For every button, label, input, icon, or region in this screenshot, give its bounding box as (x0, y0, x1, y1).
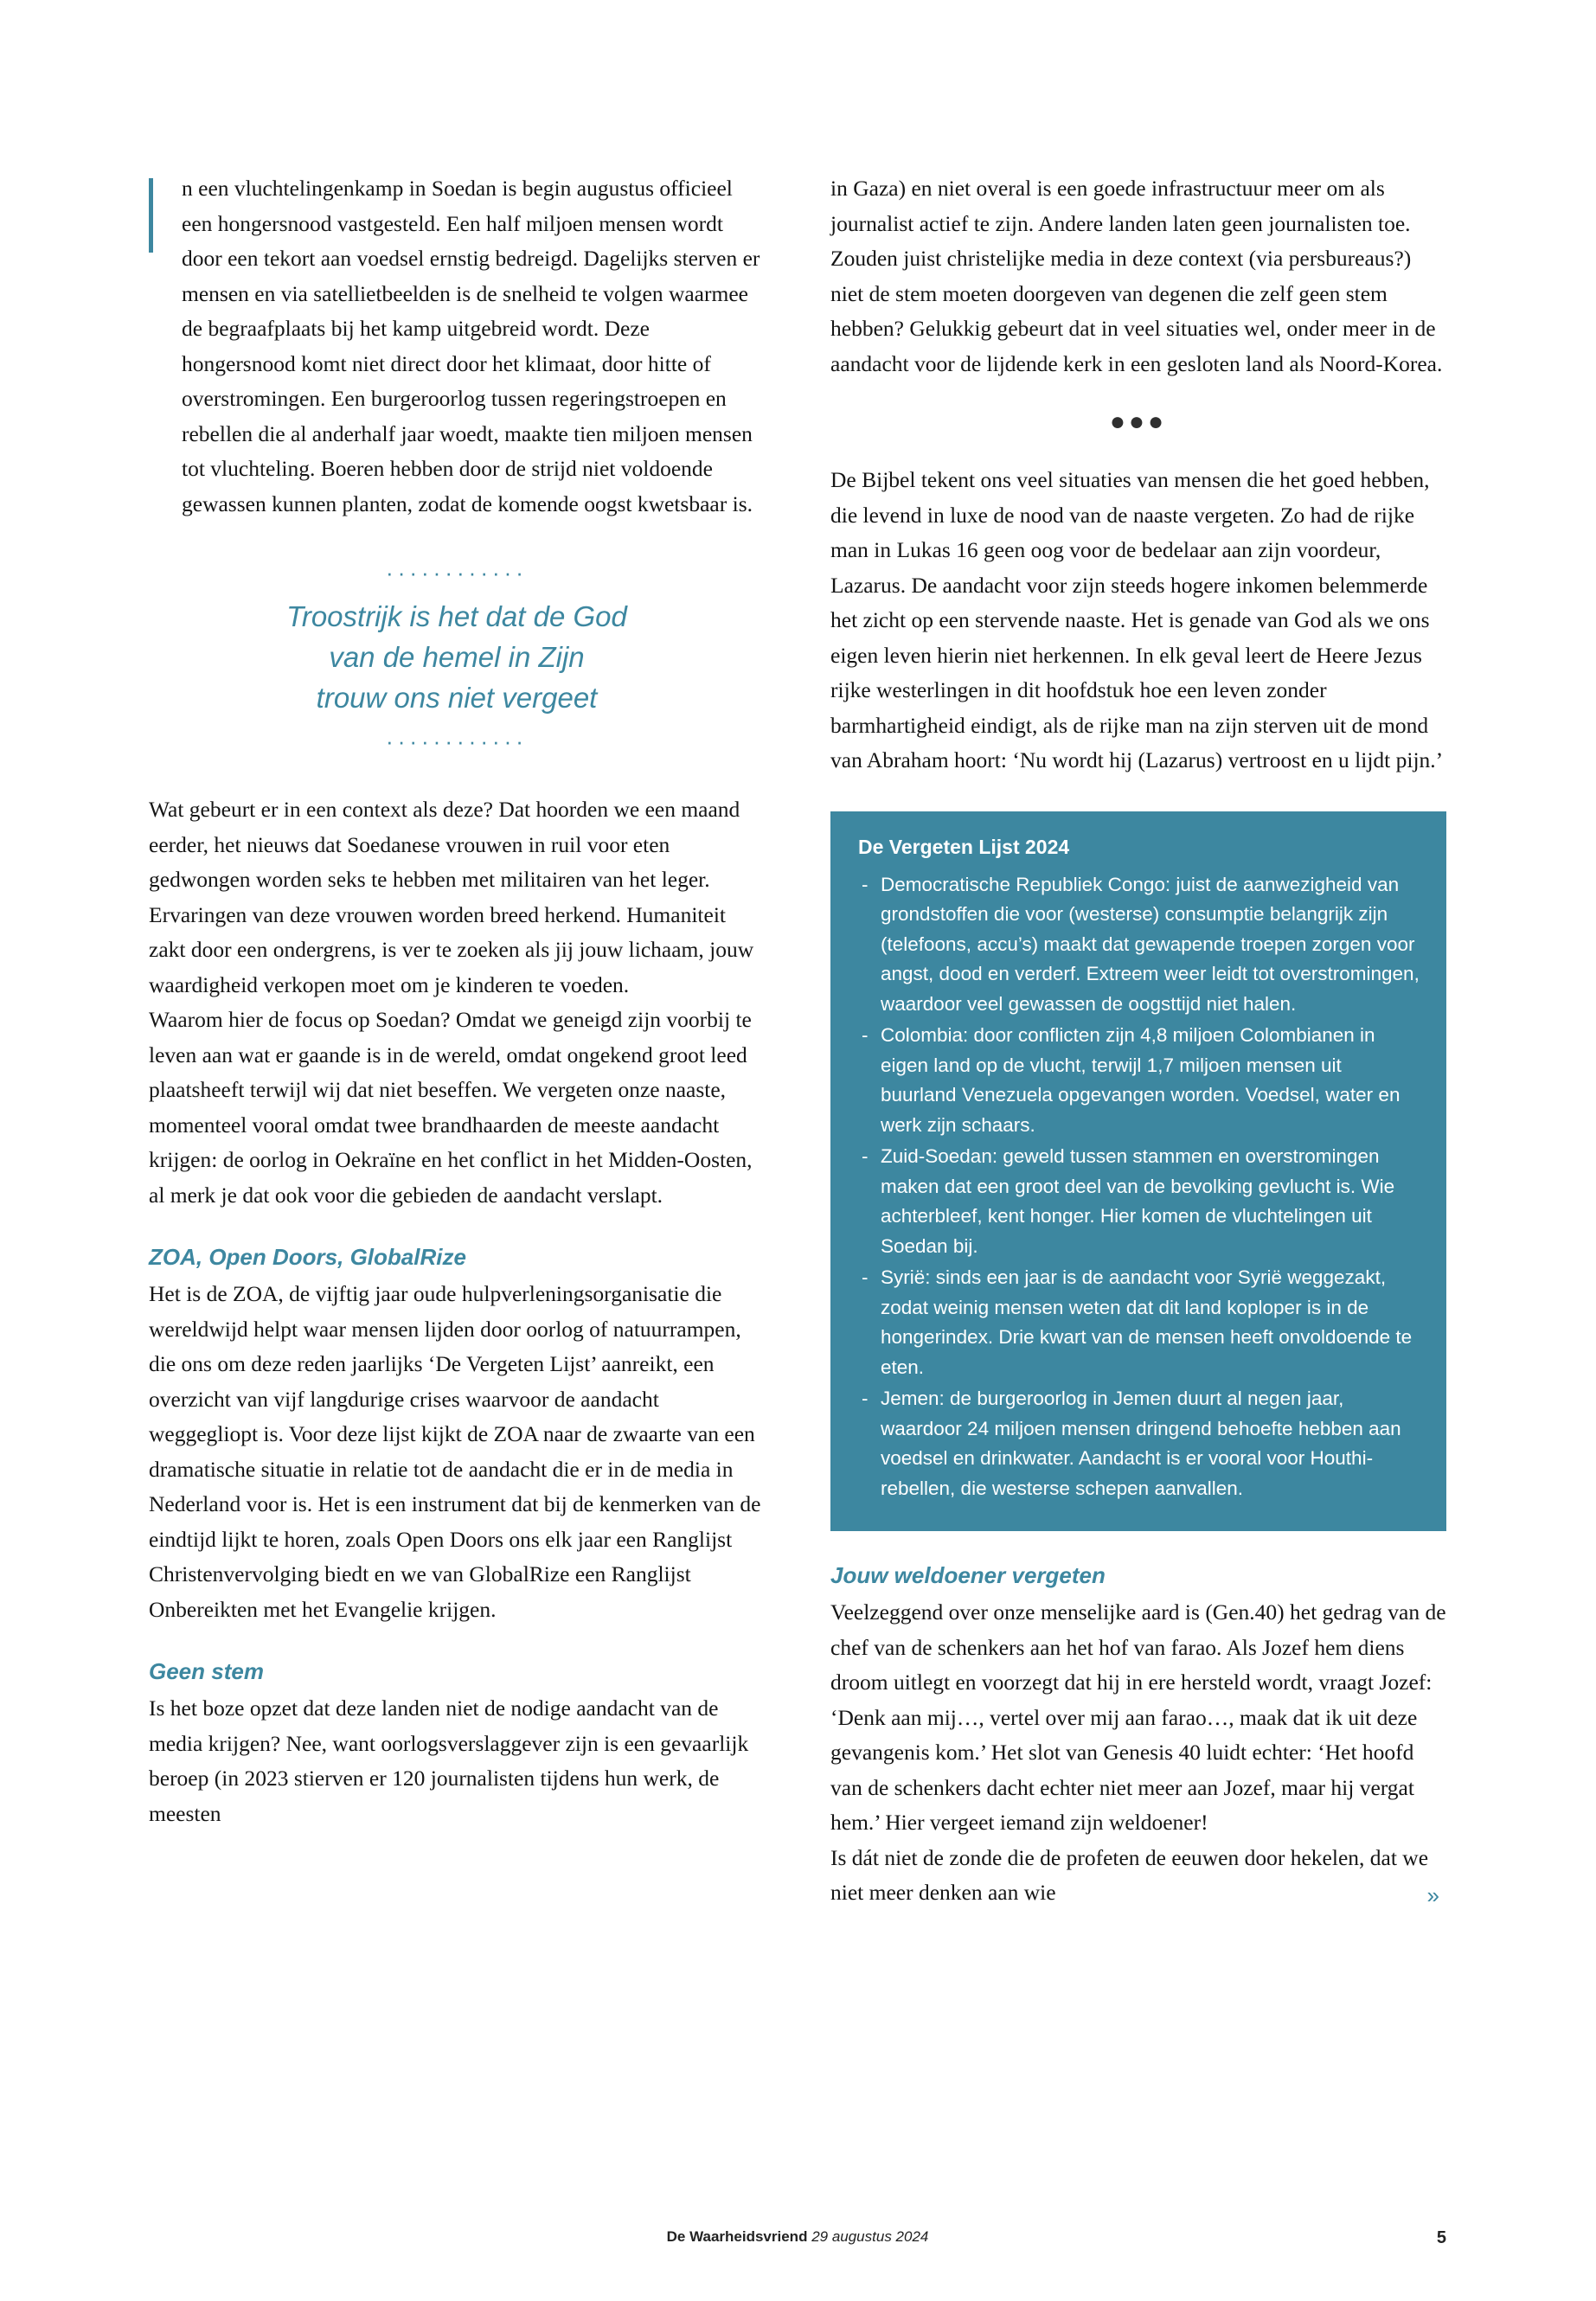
right-paragraph-4-wrapper (830, 1841, 1446, 1911)
pullquote (149, 596, 765, 718)
pullquote-dots-bottom: ············ (386, 728, 528, 754)
pullquote-line-2: van de hemel in Zijn (329, 641, 585, 673)
right-paragraph-4: Is dát niet de zonde die de profeten de eeuwen door hekelen, dat we niet meer denken aan wie (830, 1844, 1429, 1905)
box-title: De Vergeten Lijst 2024 (858, 835, 1070, 858)
right-column (830, 171, 1446, 1911)
pullquote-line-1: Troostrijk is het dat de God (286, 600, 627, 632)
subhead-zoa: ZOA, Open Doors, GlobalRize (149, 1244, 466, 1270)
list-item: - Zuid-Soedan: geweld tussen stammen en overstromingen maken dat een groot deel van de bevolking gevlucht is. Wie achterbleef, kent honger. Hier komen de vluchtelingen uit Soedan bij. (858, 1142, 1420, 1261)
left-paragraph-5: Is het boze opzet dat deze landen niet de nodige aandacht van de media krijgen? Nee, want oorlogsverslaggever zijn is een gevaarlijk beroep (in 2023 stierven er 120 journalisten tijdens hun werk, de meesten (149, 1695, 749, 1826)
box-list (858, 870, 1420, 1504)
vergeten-lijst-box (830, 811, 1446, 1532)
section-separator: ●●● (1109, 407, 1168, 436)
right-paragraph-3: Veelzeggend over onze menselijke aard is (Gen.40) het gedrag van de chef van de schenkers aan het hof van farao. Als Jozef hem diens droom uitlegt en voorzegt dat hij in ere hersteld wordt, vraagt Jozef: ‘Denk aan mij…, vertel over mij aan farao…, maak dat ik uit deze gevangenis kom.’ Het slot van Genesis 40 luidt echter: ‘Het hoofd van de schenkers dacht echter niet meer aan Jozef, maar hij vergat hem.’ Hier vergeet iemand zijn weldoener! (830, 1599, 1446, 1835)
right-paragraph-1: in Gaza) en niet overal is een goede infrastructuur meer om als journalist actief te zijn. Andere landen laten geen journalisten toe. Zouden juist christelijke media in deze context (via persbureaus?) niet de stem moeten doorgeven van degenen die zelf geen stem hebben? Gelukkig gebeurt dat in veel situaties wel, onder meer in de aandacht voor de lijdende kerk in een gesloten land als Noord-Korea. (830, 176, 1443, 376)
right-paragraph-2: De Bijbel tekent ons veel situaties van mensen die het goed hebben, die levend in luxe de nood van de naaste vergeten. Zo had de rijke man in Lukas 16 geen oog voor de bedelaar aan zijn voordeur, Lazarus. De aandacht voor zijn steeds hogere inkomen belemmerde het zicht op een stervende naaste. Het is genade van God als we ons eigen leven hierin niet herkennen. In elk geval leert de Heere Jezus rijke westerlingen in dit hoofdstuk hoe een leven zonder barmhartigheid eindigt, als de rijke man na zijn sterven uit de mond van Abraham hoort: ‘Nu wordt hij (Lazarus) vertroost en u lijdt pijn.’ (830, 467, 1444, 772)
list-item: - Jemen: de burgeroorlog in Jemen duurt al negen jaar, waardoor 24 miljoen mensen dringend behoefte hebben aan voedsel en drinkwater. Aandacht is er vooral voor Houthi-rebellen, die westerse schepen aanvallen. (858, 1384, 1420, 1503)
continue-arrow-icon: » (1426, 1881, 1439, 1908)
pullquote-line-3: trouw ons niet vergeet (316, 682, 598, 714)
footer-info (667, 2228, 929, 2246)
intro-paragraph-wrapper (149, 171, 765, 522)
left-paragraph-2: Wat gebeurt er in een context als deze? Dat hoorden we een maand eerder, het nieuws dat Soedanese vrouwen in ruil voor eten gedwongen worden seks te hebben met militairen van het leger. Ervaringen van deze vrouwen worden breed herkend. Humaniteit zakt door een ondergrens, is ver te zoeken als jij jouw lichaam, jouw waardigheid verkopen moet om je kinderen te voeden. (149, 797, 754, 997)
article-columns (149, 171, 1446, 1911)
list-item: - Syrië: sinds een jaar is de aandacht voor Syrië weggezakt, zodat weinig mensen weten dat dit land koploper is in de hongerindex. Drie kwart van de mensen heeft onvoldoende te eten. (858, 1263, 1420, 1382)
intro-paragraph: n een vluchtelingenkamp in Soedan is begin augustus officieel een hongersnood vastgesteld. Een half miljoen mensen wordt door een tekort aan voedsel ernstig bedreigd. Dagelijks sterven er mensen en via satellietbeelden is de snelheid te volgen waarmee de begraafplaats bij het kamp uitgebreid wordt. Deze hongersnood komt niet direct door het klimaat, door hitte of overstromingen. Een burgeroorlog tussen regeringstroepen en rebellen die al anderhalf jaar woedt, maakte tien miljoen mensen tot vluchteling. Boeren hebben door de strijd niet voldoende gewassen kunnen planten, zodat de komende oogst kwetsbaar is. (182, 176, 760, 516)
left-paragraph-4: Het is de ZOA, de vijftig jaar oude hulpverleningsorganisatie die wereldwijd helpt waar mensen lijden door oorlog of natuurrampen, die ons om deze reden jaarlijks ‘De Vergeten Lijst’ aanreikt, een overzicht van vijf langdurige crises waarvoor de aandacht weggegliopt is. Voor deze lijst kijkt de ZOA naar de zwaarte van een dramatische situatie in relatie tot de aandacht die er in de media in Nederland voor is. Het is een instrument dat bij de kenmerken van de eindtijd lijkt te horen, zoals Open Doors ons elk jaar een Ranglijst Christenvervolging biedt en we van GlobalRize een Ranglijst Onbereikten met het Evangelie krijgen. (149, 1281, 761, 1622)
list-item: - Democratische Republiek Congo: juist de aanwezigheid van grondstoffen die voor (westerse) consumptie belangrijk zijn (telefoons, accu’s) maakt dat gewapende troepen zorgen voor angst, dood en verderf. Extreem weer leidt tot overstromingen, waardoor veel gewassen de oogsttijd niet halen. (858, 870, 1420, 1020)
footer-publication: De Waarheidsvriend (666, 2228, 808, 2245)
left-column (149, 171, 765, 1911)
page-number: 5 (1436, 2228, 1446, 2247)
pullquote-dots-top: ············ (386, 560, 528, 586)
footer-date: 29 augustus 2024 (811, 2228, 929, 2245)
pullquote-block (149, 561, 765, 753)
list-item: - Colombia: door conflicten zijn 4,8 miljoen Colombianen in eigen land op de vlucht, terwijl 1,7 miljoen mensen uit buurland Venezuela opgevangen worden. Voedsel, water en werk zijn schaars. (858, 1021, 1420, 1140)
drop-cap-bar (149, 178, 153, 253)
left-paragraph-3: Waarom hier de focus op Soedan? Omdat we geneigd zijn voorbij te leven aan wat er gaande is in de wereld, omdat ongekend groot leed plaatsheeft terwijl wij dat niet beseffen. We vergeten onze naaste, momenteel vooral omdat twee brandhaarden de meeste aandacht krijgen: de oorlog in Oekraïne en het conflict in het Midden-Oosten, al merk je dat ook voor die gebieden de aandacht verslapt. (149, 1007, 753, 1208)
subhead-geen-stem: Geen stem (149, 1658, 264, 1684)
subhead-jouw-weldoener: Jouw weldoener vergeten (830, 1562, 1106, 1588)
